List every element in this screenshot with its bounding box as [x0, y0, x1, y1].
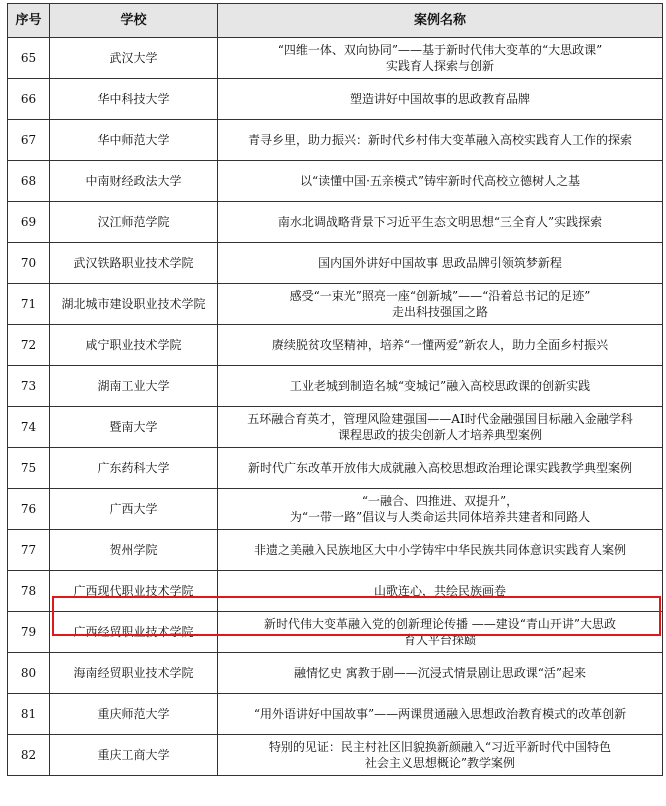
- cell-school: 暨南大学: [50, 407, 218, 448]
- cell-case: 塑造讲好中国故事的思政教育品牌: [218, 79, 663, 120]
- header-no: 序号: [8, 4, 50, 38]
- cell-school: 汉江师范学院: [50, 202, 218, 243]
- cell-case: “用外语讲好中国故事”——两课贯通融入思想政治教育模式的改革创新: [218, 694, 663, 735]
- cell-case: 青寻乡里，助力振兴：新时代乡村伟大变革融入高校实践育人工作的探索: [218, 120, 663, 161]
- cell-case: 以“读懂中国·五亲模式”铸牢新时代高校立德树人之基: [218, 161, 663, 202]
- cell-case: 融情忆史 寓教于剧——沉浸式情景剧让思政课“活”起来: [218, 653, 663, 694]
- table-row: [8, 243, 663, 284]
- cell-school: 广东药科大学: [50, 448, 218, 489]
- cell-no: 81: [8, 694, 50, 735]
- cell-school: 华中师范大学: [50, 120, 218, 161]
- cell-school: 重庆工商大学: [50, 735, 218, 776]
- cell-case: 新时代广东改革开放伟大成就融入高校思想政治理论课实践教学典型案例: [218, 448, 663, 489]
- cell-school: 重庆师范大学: [50, 694, 218, 735]
- table-row: [8, 38, 663, 79]
- cell-case: “四维一体、双向协同”——基于新时代伟大变革的“大思政课” 实践育人探索与创新: [218, 38, 663, 79]
- cell-no: 73: [8, 366, 50, 407]
- table-row: [8, 79, 663, 120]
- cell-school: 广西经贸职业技术学院: [50, 612, 218, 653]
- cell-school: 武汉大学: [50, 38, 218, 79]
- cell-school: 广西现代职业技术学院: [50, 571, 218, 612]
- table-row: [8, 120, 663, 161]
- cell-case: 新时代伟大变革融入党的创新理论传播 ——建设“青山开讲”大思政 育人平台探赜: [218, 612, 663, 653]
- cell-no: 76: [8, 489, 50, 530]
- case-table: [7, 3, 663, 776]
- cell-school: 武汉铁路职业技术学院: [50, 243, 218, 284]
- cell-no: 74: [8, 407, 50, 448]
- cell-no: 77: [8, 530, 50, 571]
- cell-school: 海南经贸职业技术学院: [50, 653, 218, 694]
- cell-no: 71: [8, 284, 50, 325]
- table-header: [8, 4, 663, 38]
- cell-no: 78: [8, 571, 50, 612]
- cell-case: 南水北调战略背景下习近平生态文明思想“三全育人”实践探索: [218, 202, 663, 243]
- header-row: [8, 4, 663, 38]
- table-row: [8, 694, 663, 735]
- cell-no: 75: [8, 448, 50, 489]
- header-school: 学校: [50, 4, 218, 38]
- table-row: [8, 161, 663, 202]
- table-row: [8, 653, 663, 694]
- table-row: [8, 448, 663, 489]
- cell-school: 中南财经政法大学: [50, 161, 218, 202]
- cell-school: 广西大学: [50, 489, 218, 530]
- table-row: [8, 612, 663, 653]
- cell-no: 72: [8, 325, 50, 366]
- cell-school: 湖北城市建设职业技术学院: [50, 284, 218, 325]
- cell-case: 国内国外讲好中国故事 思政品牌引领筑梦新程: [218, 243, 663, 284]
- header-case: 案例名称: [218, 4, 663, 38]
- table-row: [8, 571, 663, 612]
- cell-no: 67: [8, 120, 50, 161]
- cell-case: 非遗之美融入民族地区大中小学铸牢中华民族共同体意识实践育人案例: [218, 530, 663, 571]
- cell-no: 66: [8, 79, 50, 120]
- table-row: [8, 202, 663, 243]
- table-row: [8, 530, 663, 571]
- cell-school: 湖南工业大学: [50, 366, 218, 407]
- table-row: [8, 735, 663, 776]
- cell-case: 赓续脱贫攻坚精神，培养“一懂两爱”新农人，助力全面乡村振兴: [218, 325, 663, 366]
- cell-case: 五环融合育英才，管理风险建强国——AI时代金融强国目标融入金融学科 课程思政的拔尖创新人才培养典型案例: [218, 407, 663, 448]
- cell-no: 69: [8, 202, 50, 243]
- cell-school: 咸宁职业技术学院: [50, 325, 218, 366]
- cell-no: 79: [8, 612, 50, 653]
- cell-no: 82: [8, 735, 50, 776]
- cell-no: 65: [8, 38, 50, 79]
- table-row: [8, 366, 663, 407]
- cell-case: 山歌连心，共绘民族画卷: [218, 571, 663, 612]
- table-body: [8, 38, 663, 776]
- cell-case: 特别的见证：民主村社区旧貌换新颜融入“习近平新时代中国特色 社会主义思想概论”教学案例: [218, 735, 663, 776]
- cell-case: 感受“一束光”照亮一座“创新城”——“沿着总书记的足迹” 走出科技强国之路: [218, 284, 663, 325]
- cell-case: “一融合、四推进、双提升”， 为“一带一路”倡议与人类命运共同体培养共建者和同路人: [218, 489, 663, 530]
- cell-no: 80: [8, 653, 50, 694]
- cell-school: 贺州学院: [50, 530, 218, 571]
- table-row: [8, 489, 663, 530]
- table-row: [8, 407, 663, 448]
- table-row: [8, 284, 663, 325]
- cell-no: 68: [8, 161, 50, 202]
- cell-case: 工业老城到制造名城“变城记”融入高校思政课的创新实践: [218, 366, 663, 407]
- table-row: [8, 325, 663, 366]
- cell-school: 华中科技大学: [50, 79, 218, 120]
- cell-no: 70: [8, 243, 50, 284]
